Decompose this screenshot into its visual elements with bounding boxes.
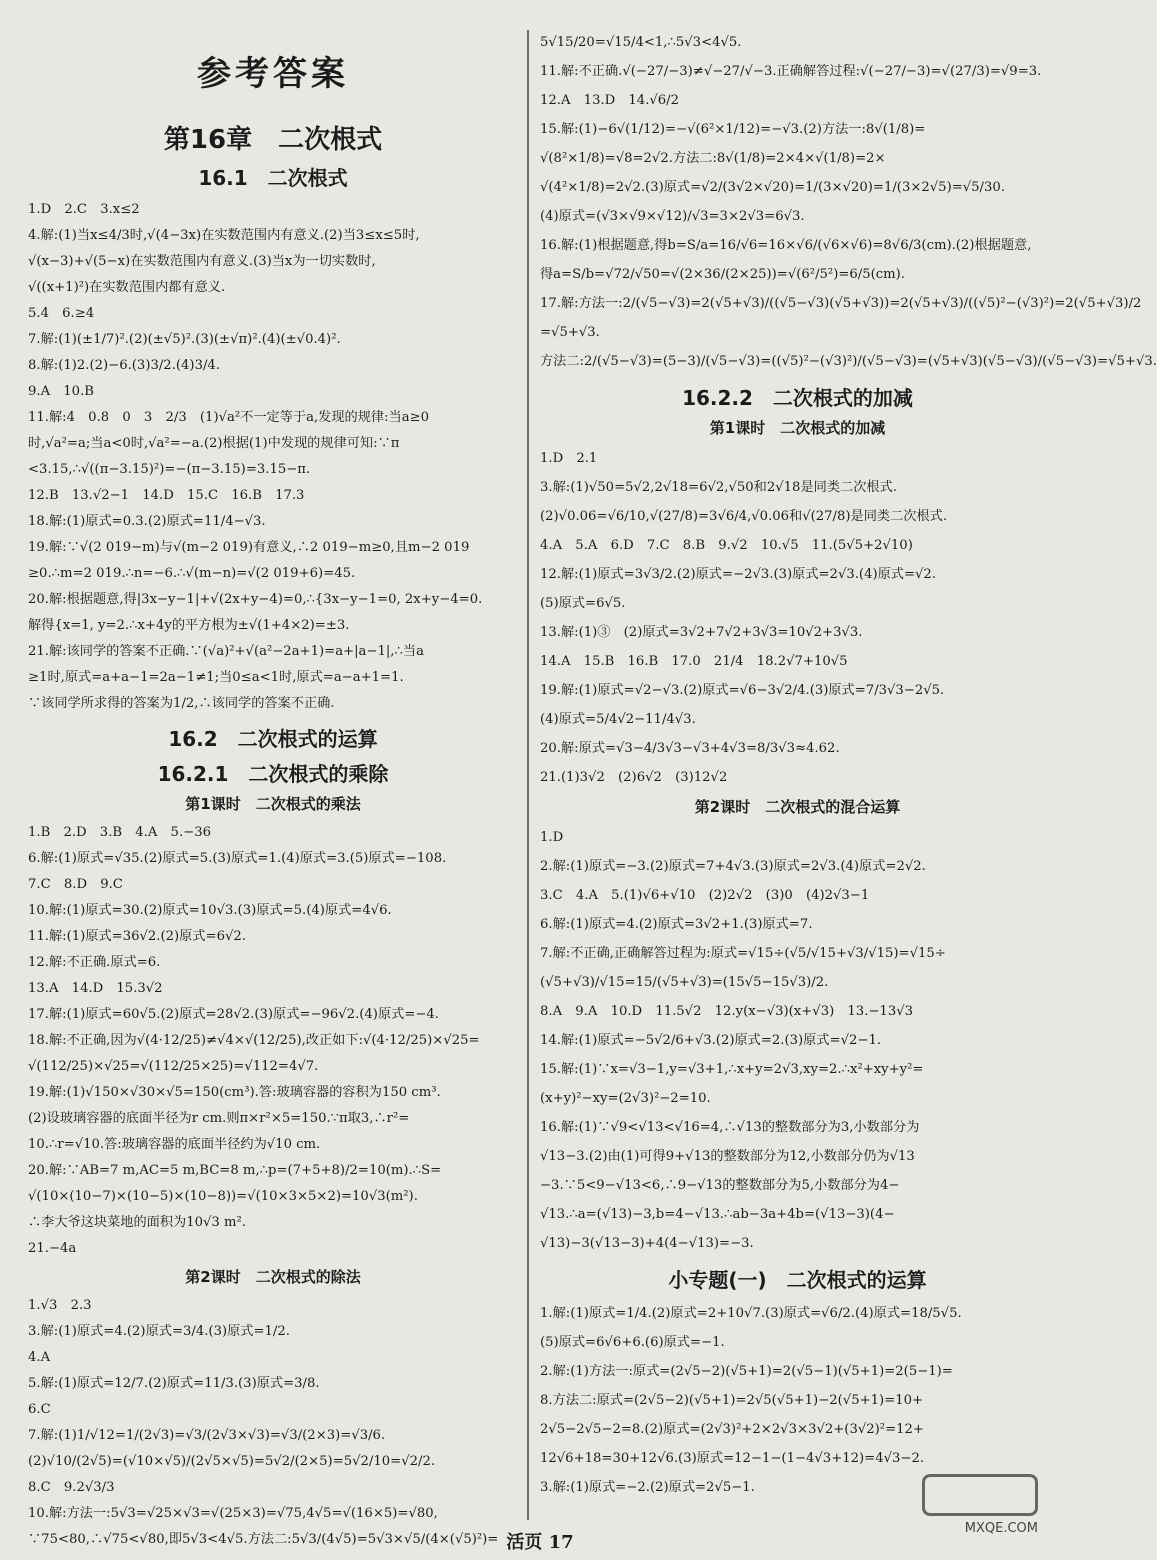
lesson-mixed-heading: 第2课时 二次根式的混合运算 <box>694 798 901 816</box>
answer-line: 5.4 6.≥4 <box>28 306 95 321</box>
answer-line: 3.解:(1)√50=5√2,2√18=6√2,√50和2√18是同类二次根式. <box>540 480 897 495</box>
answer-line: 8.A 9.A 10.D 11.5√2 12.y(x−√3)(x+√3) 13.−13√3 <box>540 1004 914 1019</box>
answer-line: 方法二:2/(√5−√3)=(5−3)/(√5−√3)=((√5)²−(√3)²)/(√5−√3)=(√5+√3)(√5−√3)/(√5−√3)=√5+√3. <box>540 354 1157 369</box>
answer-line: 4.A 5.A 6.D 7.C 8.B 9.√2 10.√5 11.(5√5+2√10) <box>540 538 913 553</box>
special-topic-heading: 小专题(一) 二次根式的运算 <box>668 1268 927 1292</box>
answer-line: 15.解:(1)∵x=√3−1,y=√3+1,∴x+y=2√3,xy=2.∴x²+xy+y²= <box>540 1062 924 1077</box>
answer-line: 7.C 8.D 9.C <box>28 877 123 892</box>
answer-line: 14.解:(1)原式=−5√2/6+√3.(2)原式=2.(3)原式=√2−1. <box>540 1033 882 1048</box>
answer-line: <3.15,∴√((π−3.15)²)=−(π−3.15)=3.15−π. <box>28 462 311 477</box>
answer-line: 1.D <box>540 830 564 845</box>
answer-line: (2)√0.06=√6/10,√(27/8)=3√6/4,√0.06和√(27/8)是同类二次根式. <box>540 509 948 524</box>
answer-line: (x+y)²−xy=(2√3)²−2=10. <box>540 1091 711 1106</box>
answer-line: 17.解:(1)原式=60√5.(2)原式=28√2.(3)原式=−96√2.(4)原式=−4. <box>28 1007 440 1022</box>
section-16-1-answers <box>28 197 518 717</box>
answer-line: √((x+1)²)在实数范围内都有意义. <box>28 280 226 295</box>
answer-line: (4)原式=5/4√2−11/4√3. <box>540 712 696 727</box>
watermark-text: MXQE.COM <box>964 1521 1038 1536</box>
answer-line: 19.解:(1)√150×√30×√5=150(cm³).答:玻璃容器的容积为150 cm³. <box>28 1085 441 1100</box>
lesson-division-heading: 第2课时 二次根式的除法 <box>185 1268 361 1286</box>
answer-line: 1.D 2.1 <box>540 451 598 466</box>
answer-line: (√5+√3)/√15=15/(√5+√3)=(15√5−15√3)/2. <box>540 975 829 990</box>
answer-line: ∵该同学所求得的答案为1/2,∴该同学的答案不正确. <box>28 696 335 711</box>
answer-line: √13.∴a=(√13)−3,b=4−√13.∴ab−3a+4b=(√13−3)(4− <box>540 1207 895 1222</box>
answer-line: 8.解:(1)2.(2)−6.(3)3/2.(4)3/4. <box>28 358 220 373</box>
answer-line: 1.解:(1)原式=1/4.(2)原式=2+10√7.(3)原式=√6/2.(4)原式=18/5√5. <box>540 1306 962 1321</box>
answer-line: 10.解:方法一:5√3=√25×√3=√(25×3)=√75,4√5=√(16×5)=√80, <box>28 1506 438 1521</box>
page-title: 参考答案 <box>197 54 349 94</box>
division-answers <box>28 1293 518 1553</box>
lesson-addition-heading: 第1课时 二次根式的加减 <box>709 419 886 437</box>
answer-line: 7.解:(1)(±1/7)².(2)(±√5)².(3)(±√π)².(4)(±√0.4)². <box>28 332 341 347</box>
answer-line: −3.∵5<9−√13<6,∴9−√13的整数部分为5,小数部分为4− <box>540 1178 900 1193</box>
answer-line: 21.−4a <box>28 1241 77 1256</box>
answer-line: 20.解:原式=√3−4/3√3−√3+4√3=8/3√3≈4.62. <box>540 741 840 756</box>
answer-line: (5)原式=6√6+6.(6)原式=−1. <box>540 1335 725 1350</box>
left-column <box>28 28 518 1553</box>
answer-line: 17.解:方法一:2/(√5−√3)=2(√5+√3)/((√5−√3)(√5+√3))=2(√5+√3)/((√5)²−(√3)²)=2(√5+√3)/2 <box>540 296 1142 311</box>
answer-line: 12.解:不正确.原式=6. <box>28 955 161 970</box>
answer-line: 6.C <box>28 1402 51 1417</box>
watermark-logo-icon <box>922 1474 1038 1516</box>
answer-line: 16.解:(1)根据题意,得b=S/a=16/√6=16×√6/(√6×√6)=8√6/3(cm).(2)根据题意, <box>540 238 1032 253</box>
section-16-2-1-heading: 16.2.1 二次根式的乘除 <box>157 762 389 786</box>
answer-line: 解得{x=1, y=2.∴x+4y的平方根为±√(1+4×2)=±3. <box>28 618 350 633</box>
answer-line: 15.解:(1)−6√(1/12)=−√(6²×1/12)=−√3.(2)方法一:8√(1/8)= <box>540 122 926 137</box>
answer-line: 4.解:(1)当x≤4/3时,√(4−3x)在实数范围内有意义.(2)当3≤x≤5时, <box>28 228 420 243</box>
answer-line: 2.解:(1)原式=−3.(2)原式=7+4√3.(3)原式=2√3.(4)原式=2√2. <box>540 859 926 874</box>
answer-line: √(x−3)+√(5−x)在实数范围内有意义.(3)当x为一切实数时, <box>28 254 376 269</box>
answer-line: (2)√10/(2√5)=(√10×√5)/(2√5×√5)=5√2/(2×5)=5√2/10=√2/2. <box>28 1454 436 1469</box>
answer-line: 8.C 9.2√3/3 <box>28 1480 115 1495</box>
answer-line: 时,√a²=a;当a<0时,√a²=−a.(2)根据(1)中发现的规律可知:∵π <box>28 436 400 451</box>
answer-line: √(4²×1/8)=2√2.(3)原式=√2/(3√2×√20)=1/(3×√20)=1/(3×2√5)=√5/30. <box>540 180 1005 195</box>
section-16-1-heading: 16.1 二次根式 <box>198 166 348 190</box>
answer-line: 9.A 10.B <box>28 384 94 399</box>
answer-line: 6.解:(1)原式=√35.(2)原式=5.(3)原式=1.(4)原式=3.(5)原式=−108. <box>28 851 447 866</box>
answer-line: (5)原式=6√5. <box>540 596 626 611</box>
answer-line: 4.A <box>28 1350 51 1365</box>
answer-line: (4)原式=(√3×√9×√12)/√3=3×2√3=6√3. <box>540 209 805 224</box>
answer-line: √(8²×1/8)=√8=2√2.方法二:8√(1/8)=2×4×√(1/8)=2× <box>540 151 886 166</box>
answer-line: √13)−3(√13−3)+4(4−√13)=−3. <box>540 1236 754 1251</box>
answer-line: 21.(1)3√2 (2)6√2 (3)12√2 <box>540 770 728 785</box>
page-footer: 活页 17 <box>506 1532 574 1553</box>
answer-line: 得a=S/b=√72/√50=√(2×36/(2×25))=√(6²/5²)=6/5(cm). <box>540 267 905 282</box>
answer-line: ∴李大爷这块菜地的面积为10√3 m². <box>28 1215 246 1230</box>
special-topic-answers <box>540 1299 1055 1502</box>
answer-line: 1.√3 2.3 <box>28 1298 92 1313</box>
answer-line: 8.方法二:原式=(2√5−2)(√5+1)=2√5(√5+1)−2(√5+1)=10+ <box>540 1393 924 1408</box>
answer-line: 6.解:(1)原式=4.(2)原式=3√2+1.(3)原式=7. <box>540 917 813 932</box>
section-16-2-2-heading: 16.2.2 二次根式的加减 <box>682 386 913 410</box>
answer-line: 10.∴r=√10.答:玻璃容器的底面半径约为√10 cm. <box>28 1137 321 1152</box>
answer-line: 7.解:(1)1/√12=1/(2√3)=√3/(2√3×√3)=√3/(2×3)=√3/6. <box>28 1428 386 1443</box>
answer-line: ∵75<80,∴√75<√80,即5√3<4√5.方法二:5√3/(4√5)=5√3×√5/(4×(√5)²)= <box>28 1532 499 1547</box>
answer-line: 12√6+18=30+12√6.(3)原式=12−1−(1−4√3+12)=4√3−2. <box>540 1451 925 1466</box>
answer-line: 2.解:(1)方法一:原式=(2√5−2)(√5+1)=2(√5−1)(√5+1)=2(5−1)= <box>540 1364 953 1379</box>
answer-line: 3.C 4.A 5.(1)√6+√10 (2)2√2 (3)0 (4)2√3−1 <box>540 888 870 903</box>
answer-line: 18.解:不正确,因为√(4·12/25)≠√4×√(12/25),改正如下:√(4·12/25)×√25= <box>28 1033 480 1048</box>
answer-line: 21.解:该同学的答案不正确.∵(√a)²+√(a²−2a+1)=a+|a−1|,∴当a <box>28 644 424 659</box>
answer-line: √(10×(10−7)×(10−5)×(10−8))=√(10×3×5×2)=10√3(m²). <box>28 1189 418 1204</box>
answer-line: =√5+√3. <box>540 325 600 340</box>
answer-line: 5√15/20=√15/4<1,∴5√3<4√5. <box>540 35 742 50</box>
answer-line: 18.解:(1)原式=0.3.(2)原式=11/4−√3. <box>28 514 266 529</box>
lesson-multiplication-heading: 第1课时 二次根式的乘法 <box>185 795 361 813</box>
answer-line: 1.D 2.C 3.x≤2 <box>28 202 140 217</box>
answer-line: ≥0.∴m=2 019.∴n=−6.∴√(m−n)=√(2 019+6)=45. <box>28 566 356 581</box>
answer-line: 19.解:(1)原式=√2−√3.(2)原式=√6−3√2/4.(3)原式=7/3√3−2√5. <box>540 683 945 698</box>
answer-line: (2)设玻璃容器的底面半径为r cm.则π×r²×5=150.∵π取3,∴r²= <box>28 1111 410 1126</box>
answer-line: ≥1时,原式=a+a−1=2a−1≠1;当0≤a<1时,原式=a−a+1=1. <box>28 670 404 685</box>
answer-line: √(112/25)×√25=√(112/25×25)=√112=4√7. <box>28 1059 319 1074</box>
answer-line: 20.解:∵AB=7 m,AC=5 m,BC=8 m,∴p=(7+5+8)/2=10(m).∴S= <box>28 1163 442 1178</box>
answer-line: 12.A 13.D 14.√6/2 <box>540 93 680 108</box>
answer-line: 3.解:(1)原式=4.(2)原式=3/4.(3)原式=1/2. <box>28 1324 290 1339</box>
answer-line: 10.解:(1)原式=30.(2)原式=10√3.(3)原式=5.(4)原式=4√6. <box>28 903 392 918</box>
answer-line: 3.解:(1)原式=−2.(2)原式=2√5−1. <box>540 1480 755 1495</box>
answer-line: 16.解:(1)∵√9<√13<√16=4,∴√13的整数部分为3,小数部分为 <box>540 1120 920 1135</box>
answer-line: 7.解:不正确,正确解答过程为:原式=√15÷(√5/√15+√3/√15)=√15÷ <box>540 946 946 961</box>
division-answers-continued <box>540 28 1157 376</box>
answer-line: 13.解:(1)③ (2)原式=3√2+7√2+3√3=10√2+3√3. <box>540 625 863 640</box>
mixed-operation-answers <box>540 823 1055 1258</box>
answer-line: √13−3.(2)由(1)可得9+√13的整数部分为12,小数部分仍为√13 <box>540 1149 915 1164</box>
watermark-logo <box>922 1482 1062 1542</box>
answer-line: 20.解:根据题意,得|3x−y−1|+√(2x+y−4)=0,∴{3x−y−1=0, 2x+y−4=0. <box>28 592 483 607</box>
answer-line: 5.解:(1)原式=12/7.(2)原式=11/3.(3)原式=3/8. <box>28 1376 320 1391</box>
right-column <box>540 28 1157 1502</box>
section-16-2-heading: 16.2 二次根式的运算 <box>168 727 378 751</box>
chapter-heading: 第16章 二次根式 <box>163 125 383 155</box>
answer-line: 13.A 14.D 15.3√2 <box>28 981 163 996</box>
answer-line: 2√5−2√5−2=8.(2)原式=(2√3)²+2×2√3×3√2+(3√2)²=12+ <box>540 1422 924 1437</box>
answer-line: 12.B 13.√2−1 14.D 15.C 16.B 17.3 <box>28 488 305 503</box>
addition-answers <box>540 444 1055 792</box>
answer-line: 14.A 15.B 16.B 17.0 21/4 18.2√7+10√5 <box>540 654 848 669</box>
answer-line: 1.B 2.D 3.B 4.A 5.−36 <box>28 825 211 840</box>
answer-line: 11.解:4 0.8 0 3 2/3 (1)√a²不一定等于a,发现的规律:当a≥0 <box>28 410 430 425</box>
multiplication-answers <box>28 820 518 1262</box>
answer-line: 11.解:不正确.√(−27/−3)≠√−27/√−3.正确解答过程:√(−27/−3)=√(27/3)=√9=3. <box>540 64 1042 79</box>
column-divider <box>527 30 529 1520</box>
answer-line: 11.解:(1)原式=36√2.(2)原式=6√2. <box>28 929 246 944</box>
answer-line: 12.解:(1)原式=3√3/2.(2)原式=−2√3.(3)原式=2√3.(4)原式=√2. <box>540 567 937 582</box>
answer-line: 19.解:∵√(2 019−m)与√(m−2 019)有意义,∴2 019−m≥0,且m−2 019 <box>28 540 470 555</box>
